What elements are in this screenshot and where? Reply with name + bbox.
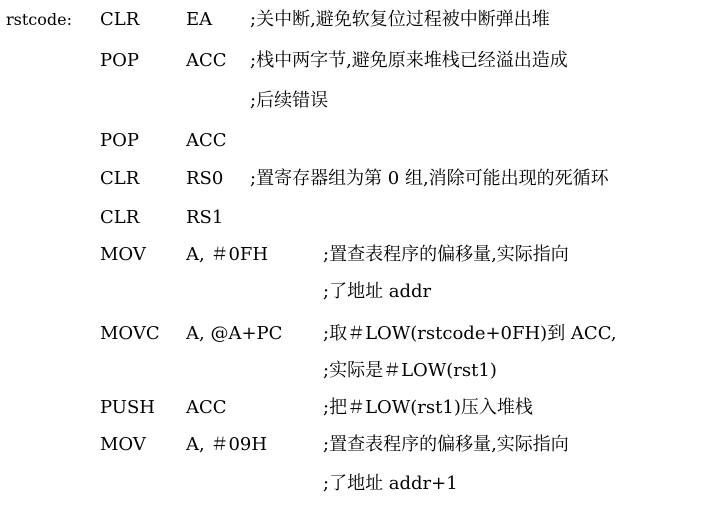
opcode: POP [100,130,139,151]
operand: ACC [186,397,227,418]
comment: ;实际是＃LOW(rst1) [323,360,497,381]
comment: ;关中断,避免软复位过程被中断弹出堆 [250,9,550,30]
code-line-9 [0,319,713,349]
comment: ;了地址 addr+1 [323,473,458,494]
code-line-2 [0,46,713,76]
comment: ;取＃LOW(rstcode+0FH)到 ACC, [323,323,617,344]
code-line-11 [0,393,713,423]
comment: ;栈中两字节,避免原来堆栈已经溢出造成 [250,50,568,71]
code-line-10 [0,356,713,386]
line-label: rstcode: [6,10,72,29]
comment: ;后续错误 [250,90,329,111]
opcode: PUSH [100,397,155,418]
comment: ;把＃LOW(rst1)压入堆栈 [323,397,533,418]
opcode: MOVC [100,323,160,344]
opcode: POP [100,50,139,71]
code-line-1 [0,5,713,35]
operand: A, ＃09H [186,434,268,455]
code-line-6 [0,203,713,233]
comment: ;置查表程序的偏移量,实际指向 [323,244,569,265]
operand: EA [186,9,213,30]
code-line-12 [0,430,713,460]
opcode: CLR [100,207,140,228]
operand: A, @A+PC [186,323,283,344]
operand: ACC [186,50,227,71]
code-line-8 [0,277,713,307]
operand: ACC [186,130,227,151]
comment: ;了地址 addr [323,281,432,302]
opcode: MOV [100,434,146,455]
code-line-7 [0,240,713,270]
code-line-4 [0,126,713,156]
code-line-13 [0,469,713,499]
operand: A, ＃0FH [186,244,269,265]
code-line-5 [0,164,713,194]
operand: RS0 [186,168,224,189]
code-line-3 [0,86,713,116]
opcode: MOV [100,244,146,265]
comment: ;置寄存器组为第 0 组,消除可能出现的死循环 [250,168,609,189]
comment: ;置查表程序的偏移量,实际指向 [323,434,569,455]
operand: RS1 [186,207,224,228]
opcode: CLR [100,9,140,30]
opcode: CLR [100,168,140,189]
